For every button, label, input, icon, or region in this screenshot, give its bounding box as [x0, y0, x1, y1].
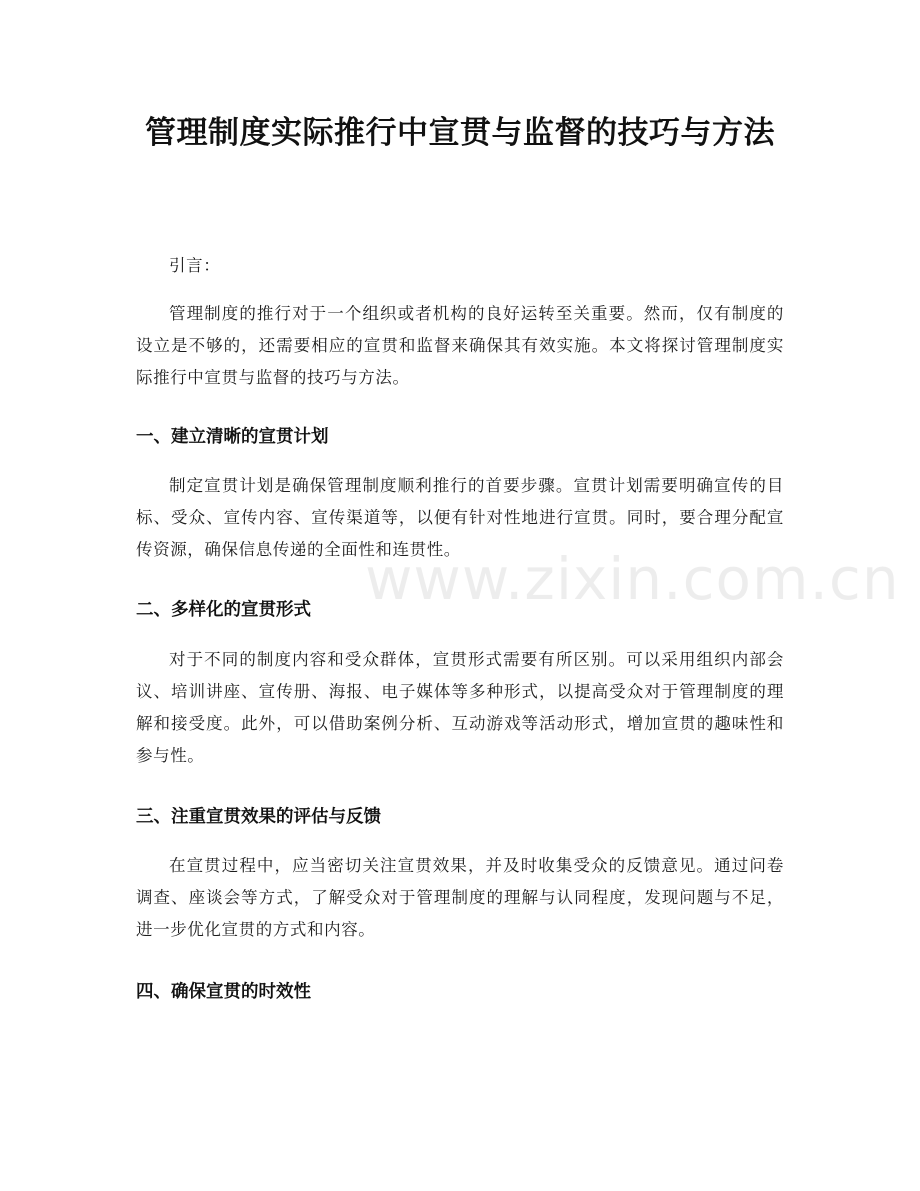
section-heading-1: 一、建立清晰的宣贯计划 — [136, 427, 329, 447]
section-body-2: 对于不同的制度内容和受众群体，宣贯形式需要有所区别。可以采用组织内部会议、培训讲座、宣传册、海报、电子媒体等多种形式，以提高受众对于管理制度的理解和接受度。此外，可以借助案例分析、互动游戏等活动形式，增加宣贯的趣味性和参与性。 — [136, 650, 784, 765]
section-heading-3: 三、注重宣贯效果的评估与反馈 — [136, 807, 381, 827]
page-title: 管理制度实际推行中宣贯与监督的技巧与方法 — [145, 115, 775, 151]
intro-label: 引言： — [169, 256, 221, 275]
section-body-3: 在宣贯过程中，应当密切关注宣贯效果，并及时收集受众的反馈意见。通过问卷调查、座谈会等方式，了解受众对于管理制度的理解与认同程度，发现问题与不足，进一步优化宣贯的方式和内容。 — [136, 856, 784, 939]
watermark-text: www.zixin.com.cn — [365, 545, 900, 613]
section-heading-4: 四、确保宣贯的时效性 — [136, 982, 311, 1002]
section-heading-2: 二、多样化的宣贯形式 — [136, 600, 311, 620]
intro-paragraph: 管理制度的推行对于一个组织或者机构的良好运转至关重要。然而，仅有制度的设立是不够的，还需要相应的宣贯和监督来确保其有效实施。本文将探讨管理制度实际推行中宣贯与监督的技巧与方法。 — [136, 304, 784, 387]
section-body-1: 制定宣贯计划是确保管理制度顺利推行的首要步骤。宣贯计划需要明确宣传的目标、受众、宣传内容、宣传渠道等，以便有针对性地进行宣贯。同时，要合理分配宣传资源，确保信息传递的全面性和连贯性。 — [136, 476, 784, 559]
